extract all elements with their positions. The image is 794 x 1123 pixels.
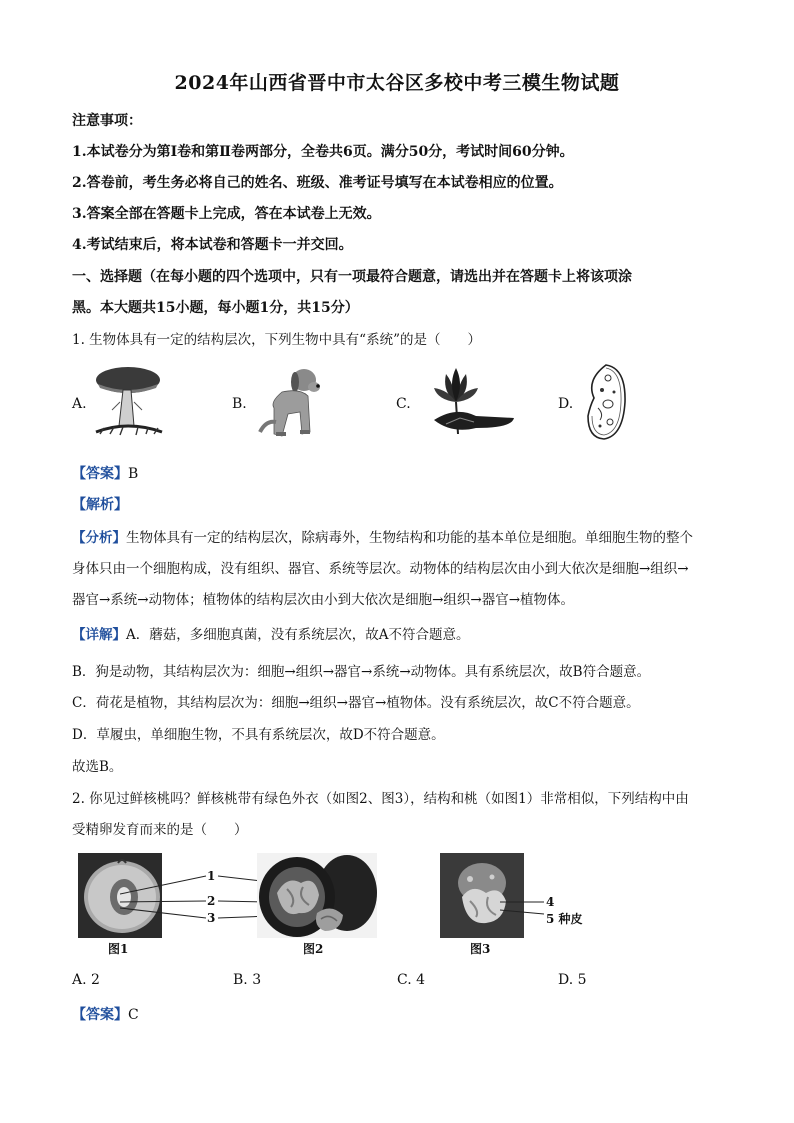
page-title: 2024年山西省晋中市太谷区多校中考三模生物试题 (174, 72, 620, 94)
answer-tag: 【答案】 (72, 1007, 128, 1023)
answer-value: C (128, 1007, 139, 1023)
section-heading-line1: 一、选择题（在每小题的四个选项中，只有一项最符合题意，请选出并在答题卡上将该项涂 (72, 269, 632, 285)
mushroom-image (90, 362, 168, 442)
q1-analysis-tag (72, 494, 732, 514)
figure-1-caption: 图1 (108, 942, 129, 956)
figure-label-3: 3 (207, 911, 216, 925)
option-label: D. (558, 396, 574, 412)
walnut-section-image (257, 853, 377, 938)
q1-fenxi-line-1 (72, 526, 732, 546)
q1-option-b (232, 362, 382, 442)
figure-label-1: 1 (207, 869, 216, 883)
answer-tag: 【答案】 (72, 466, 128, 482)
q2-option-d: D. 5 (558, 972, 587, 988)
figure-3-leader-lines (500, 896, 546, 920)
q1-answer (72, 463, 732, 483)
q1-option-c (396, 362, 546, 442)
figure-leader-lines (120, 866, 270, 926)
option-label: C. (396, 396, 411, 412)
figure-label-4: 4 (546, 895, 555, 909)
q2-option-b: B. 3 (233, 972, 262, 988)
notice-item-3: 3.答案全部在答题卡上完成，答在本试卷上无效。 (72, 206, 381, 222)
q1-option-a (72, 362, 222, 442)
notice-item-4: 4.考试结束后，将本试卷和答题卡一并交回。 (72, 237, 353, 253)
notice-heading: 注意事项： (72, 113, 142, 129)
q1-options (72, 362, 732, 442)
q1-fenxi-line-2: 身体只由一个细胞构成，没有组织、器官、系统等层次。动物体的结构层次由小到大依次是细胞→组织→ (72, 561, 689, 577)
answer-value: B (128, 466, 139, 482)
figure-label-5: 5 种皮 (546, 912, 583, 926)
figure-2-caption: 图2 (303, 942, 324, 956)
paramecium-image (580, 362, 632, 442)
fenxi-text: 生物体具有一定的结构层次，除病毒外，生物结构和功能的基本单位是细胞。单细胞生物的整个 (126, 530, 693, 546)
notice-item-2: 2.答卷前，考生务必将自己的姓名、班级、准考证号填写在本试卷相应的位置。 (72, 175, 563, 191)
q1-stem: 1. 生物体具有一定的结构层次，下列生物中具有“系统”的是（ ） (72, 332, 481, 348)
q2-stem-line-2: 受精卵发育而来的是（ ） (72, 822, 248, 838)
q2-option-c: C. 4 (397, 972, 426, 988)
figure-label-2: 2 (207, 894, 216, 908)
option-label: A. (72, 396, 87, 412)
lotus-image (416, 362, 518, 442)
q1-conclusion: 故选B。 (72, 759, 123, 775)
q1-xiangjie-line-1 (72, 623, 732, 643)
option-label: B. (232, 396, 247, 412)
figure-2-walnut (257, 853, 377, 958)
dog-image (252, 362, 332, 442)
q1-xiangjie-line-2: B．狗是动物，其结构层次为：细胞→组织→器官→系统→动物体。具有系统层次，故B符合题意。 (72, 664, 651, 680)
q1-fenxi-line-3: 器官→系统→动物体；植物体的结构层次由小到大依次是细胞→组织→器官→植物体。 (72, 592, 575, 608)
xiangjie-tag: 【详解】 (72, 627, 126, 643)
figure-3-caption: 图3 (470, 942, 491, 956)
xiangjie-text: A．蘑菇，多细胞真菌，没有系统层次，故A不符合题意。 (126, 627, 470, 643)
notice-item-1: 1.本试卷分为第Ⅰ卷和第Ⅱ卷两部分，全卷共6页。满分50分，考试时间60分钟。 (72, 144, 574, 160)
analysis-tag: 【解析】 (72, 497, 128, 513)
fenxi-tag: 【分析】 (72, 530, 126, 546)
q1-xiangjie-line-4: D．草履虫，单细胞生物，不具有系统层次，故D不符合题意。 (72, 727, 445, 743)
q1-option-d (558, 362, 708, 442)
q2-answer (72, 1004, 732, 1024)
q2-stem-line-1: 2. 你见过鲜核桃吗？鲜核桃带有绿色外衣（如图2、图3），结构和桃（如图1）非常相似，下列结构中由 (72, 791, 689, 807)
q1-xiangjie-line-3: C．荷花是植物，其结构层次为：细胞→组织→器官→植物体。没有系统层次，故C不符合题意。 (72, 695, 640, 711)
section-heading-line2: 黑。本大题共15小题，每小题1分，共15分） (72, 300, 359, 316)
q2-option-a: A. 2 (72, 972, 100, 988)
